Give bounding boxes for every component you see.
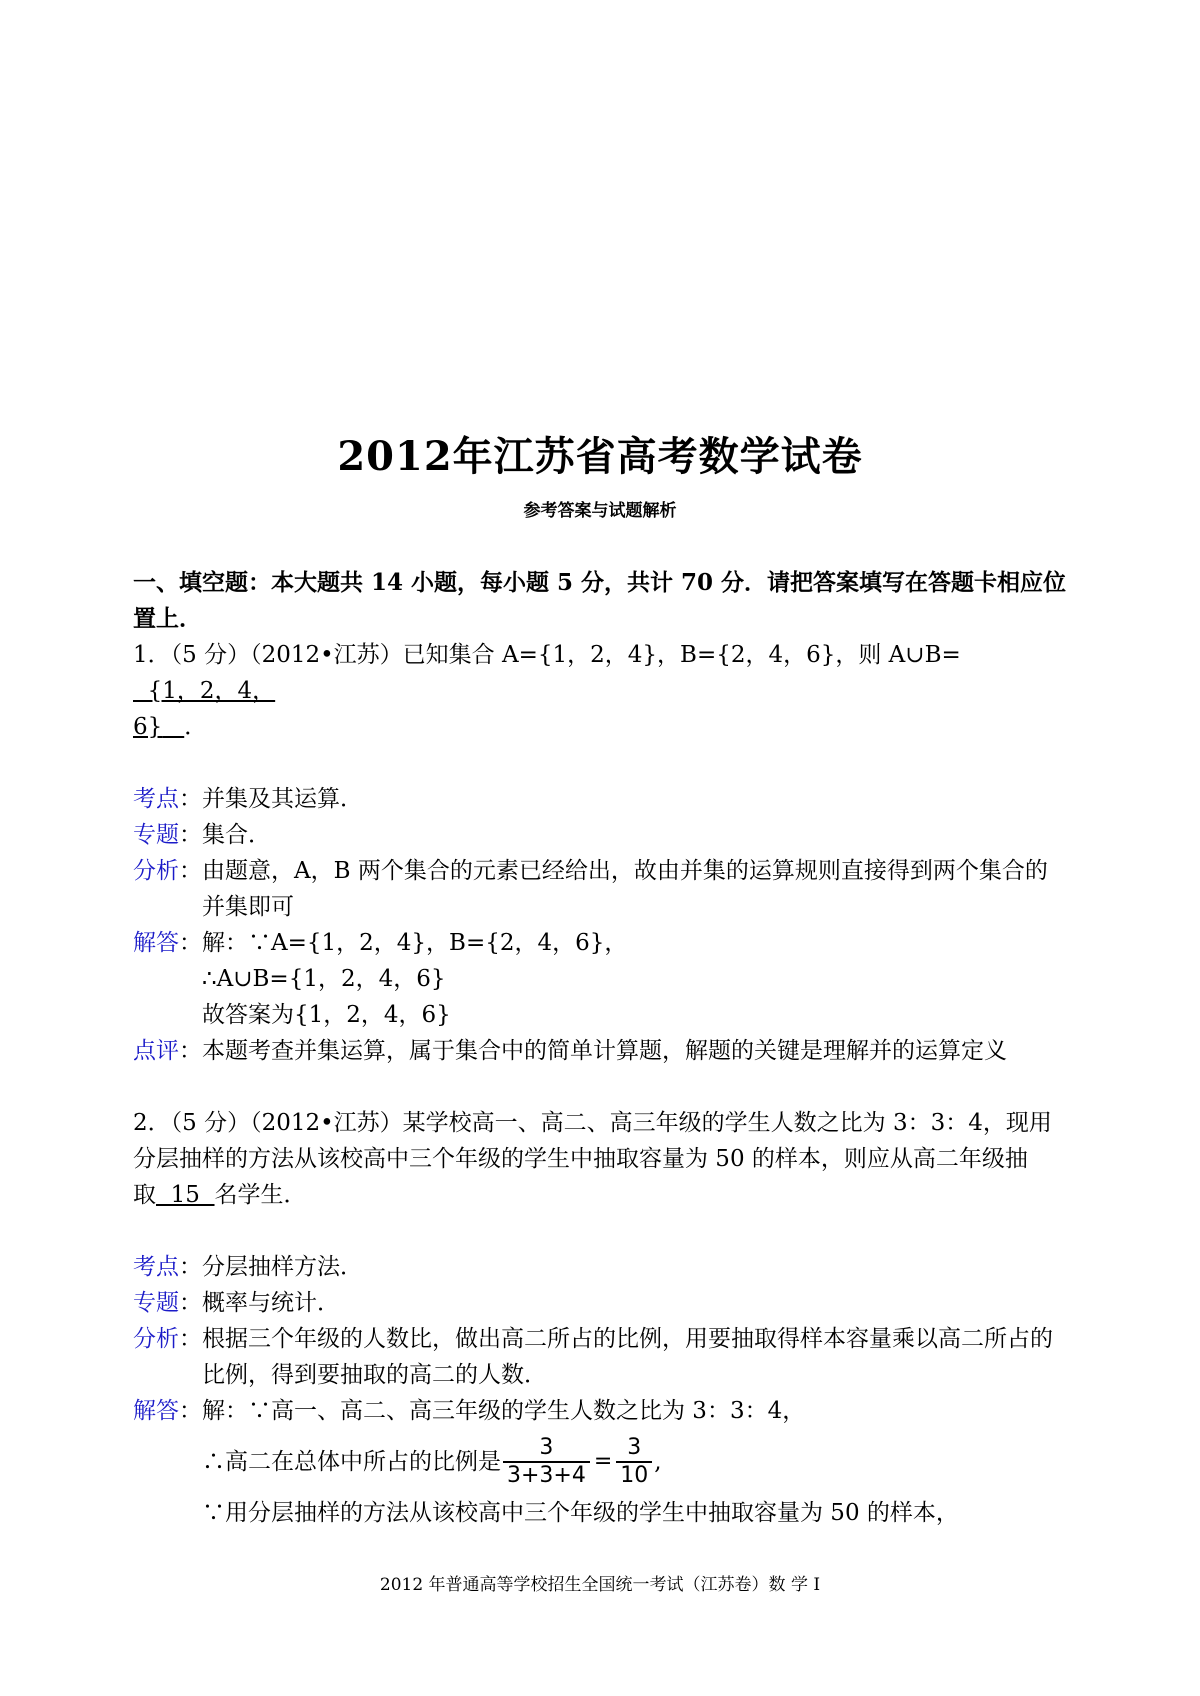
q1-fenxi-line1: 由题意，A，B 两个集合的元素已经给出，故由并集的运算规则直接得到两个集合的	[202, 858, 1048, 884]
label-colon: ：	[179, 1254, 202, 1280]
label-colon: ：	[179, 930, 202, 956]
q2-answer: 15	[156, 1182, 215, 1208]
q1-answer-part1: {1，2，4，	[133, 678, 276, 704]
q1-zhuanti-text: 集合．	[202, 822, 271, 848]
fraction-1-denominator: 3+3+4	[503, 1461, 590, 1489]
section-heading-line2: 置上．	[133, 605, 202, 632]
q1-answer-tail	[162, 714, 184, 740]
q1-answer-part2: 6}	[133, 714, 163, 740]
page-subtitle: 参考答案与试题解析	[523, 501, 677, 521]
q1-fenxi	[133, 853, 1093, 925]
section-heading	[133, 565, 1093, 637]
jieda-label: 解答	[133, 1398, 179, 1424]
q1-jieda-line2: ∴A∪B={1，2，4，6}	[202, 966, 446, 992]
page-title: 2012年江苏省高考数学试卷	[337, 433, 863, 480]
label-colon: ：	[179, 1290, 202, 1316]
q2-stem-line3-pre: 取	[133, 1182, 156, 1208]
q2-kaodian	[133, 1249, 1093, 1285]
q2-jieda-line1: 解：∵高一、高二、高三年级的学生人数之比为 3：3：4，	[202, 1398, 806, 1424]
q2-stem-line1: 2．（5 分）（2012•江苏）某学校高一、高二、高三年级的学生人数之比为 3：3：4，现用	[133, 1110, 1052, 1136]
q1-kaodian	[133, 781, 1093, 817]
label-colon: ：	[179, 1038, 202, 1064]
equals-sign: =	[593, 1449, 613, 1474]
label-colon: ：	[179, 786, 202, 812]
q1-jieda	[133, 925, 1093, 1033]
q1-fenxi-line2: 并集即可	[202, 894, 294, 920]
zhuanti-label: 专题	[133, 822, 179, 848]
spacer	[133, 1069, 1093, 1105]
q2-jieda-line2-post: ,	[654, 1449, 662, 1475]
label-colon: ：	[179, 858, 202, 884]
q1-stem-line1: 1．（5 分）（2012•江苏）已知集合 A={1，2，4}，B={2，4，6}，则 A∪B=	[133, 642, 961, 668]
dianping-label: 点评	[133, 1038, 179, 1064]
zhuanti-label: 专题	[133, 1290, 179, 1316]
q2-zhuanti	[133, 1285, 1093, 1321]
fraction-2	[616, 1435, 652, 1489]
spacer	[133, 745, 1093, 781]
kaodian-label: 考点	[133, 786, 179, 812]
label-colon: ：	[179, 1326, 202, 1352]
page-footer: 2012 年普通高等学校招生全国统一考试（江苏卷）数 学 I	[379, 1575, 821, 1595]
q2-kaodian-text: 分层抽样方法．	[202, 1254, 363, 1280]
q2-jieda-line2-pre: ∴高二在总体中所占的比例是	[202, 1449, 501, 1475]
fraction-1	[503, 1435, 590, 1489]
question-1-stem	[133, 637, 1093, 745]
q1-kaodian-text: 并集及其运算．	[202, 786, 363, 812]
q1-dianping	[133, 1033, 1093, 1069]
q2-fenxi-line2: 比例，得到要抽取的高二的人数．	[202, 1362, 547, 1388]
spacer	[133, 1213, 1093, 1249]
q2-jieda-line3: ∵用分层抽样的方法从该校高中三个年级的学生中抽取容量为 50 的样本，	[202, 1500, 959, 1526]
fraction-2-numerator: 3	[627, 1435, 642, 1460]
q1-jieda-line1: 解：∵A={1，2，4}，B={2，4，6}，	[202, 930, 628, 956]
kaodian-label: 考点	[133, 1254, 179, 1280]
fenxi-label: 分析	[133, 858, 179, 884]
q1-jieda-line3: 故答案为{1，2，4，6}	[202, 1002, 451, 1028]
q2-stem-line3-post: 名学生．	[214, 1182, 307, 1208]
q1-fenxi-text	[202, 853, 1093, 925]
q2-jieda-line2	[202, 1429, 1093, 1495]
q1-dianping-text: 本题考查并集运算，属于集合中的简单计算题，解题的关键是理解并的运算定义	[202, 1038, 1007, 1064]
jieda-label: 解答	[133, 930, 179, 956]
label-colon: ：	[179, 1398, 202, 1424]
q1-jieda-text	[202, 925, 1093, 1033]
document-body	[133, 565, 1093, 1531]
q2-fenxi	[133, 1321, 1093, 1393]
q2-zhuanti-text: 概率与统计．	[202, 1290, 340, 1316]
question-2-stem	[133, 1105, 1093, 1213]
q2-fenxi-text	[202, 1321, 1093, 1393]
q2-jieda-text	[202, 1393, 1093, 1531]
fenxi-label: 分析	[133, 1326, 179, 1352]
q2-fenxi-line1: 根据三个年级的人数比，做出高二所占的比例，用要抽取得样本容量乘以高二所占的	[202, 1326, 1053, 1352]
q2-jieda	[133, 1393, 1093, 1531]
fraction-1-numerator: 3	[539, 1435, 554, 1460]
q1-stem-end: ．	[184, 714, 208, 740]
q1-zhuanti	[133, 817, 1093, 853]
q2-stem-line2: 分层抽样的方法从该校高中三个年级的学生中抽取容量为 50 的样本，则应从高二年级抽	[133, 1146, 1028, 1172]
fraction-2-denominator: 10	[616, 1461, 652, 1489]
label-colon: ：	[179, 822, 202, 848]
section-heading-line1: 一、填空题：本大题共 14 小题，每小题 5 分，共计 70 分．请把答案填写在答题卡相应位	[133, 569, 1067, 596]
